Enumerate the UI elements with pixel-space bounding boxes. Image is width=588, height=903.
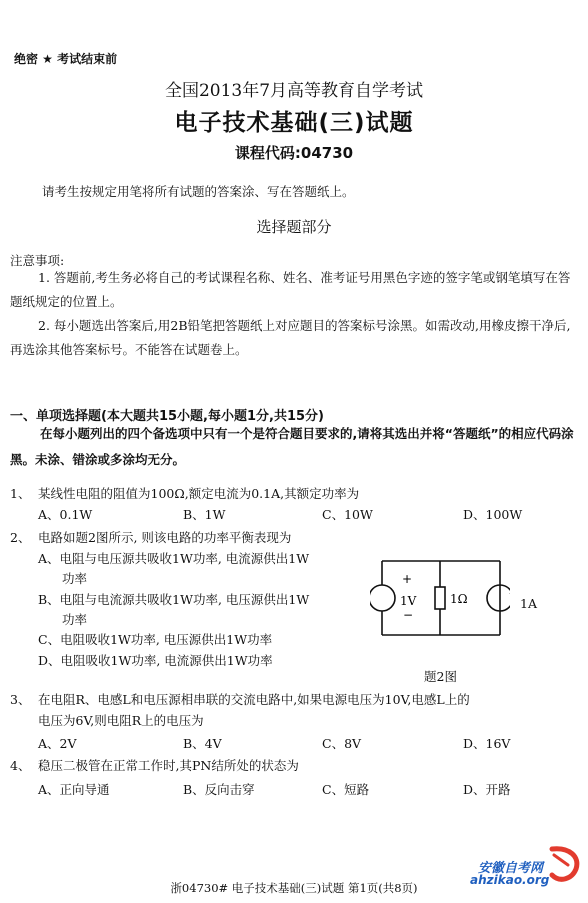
question-text: 电路如题2图所示, 则该电路的功率平衡表现为 (38, 530, 292, 545)
option-a: A、0.1W (38, 507, 93, 522)
option-c: C、8V (322, 736, 362, 751)
exam-title: 全国2013年7月高等教育自学考试 (164, 81, 424, 101)
option-d: D、电阻吸收1W功率, 电流源供出1W功率 (38, 653, 273, 668)
option-b: B、反向击穿 (183, 782, 255, 797)
current-label: 1A (520, 596, 537, 611)
option-c: C、短路 (322, 782, 370, 797)
subject-title: 电子技术基础(三)试题 (174, 110, 414, 136)
question-text: 某线性电阻的阻值为100Ω,额定电流为0.1A,其额定功率为 (38, 486, 360, 501)
option-d: D、开路 (463, 782, 511, 797)
figure-caption: 题2图 (424, 669, 457, 684)
notes-title: 注意事项: (10, 253, 65, 268)
voltage-label: 1V (400, 594, 417, 608)
question-number: 2、 (10, 530, 31, 545)
course-code: 课程代码:04730 (234, 144, 354, 162)
option-a-continued: 功率 (62, 571, 88, 586)
page-footer: 浙04730# 电子技术基础(三)试题 第1页(共8页) (170, 881, 418, 895)
resistance-label: 1Ω (450, 592, 468, 606)
resistor-symbol (435, 587, 445, 609)
option-d: D、16V (463, 736, 511, 751)
option-a: A、电阻与电压源共吸收1W功率, 电流源供出1W (38, 551, 310, 566)
option-c: C、10W (322, 507, 373, 522)
question-text-line-1: 在电阻R、电感L和电压源相串联的交流电路中,如果电源电压为10V,电感L上的 (38, 692, 470, 707)
part-instruction: 在每小题列出的四个备选项中只有一个是符合题目要求的,请将其选出并将“答题纸”的相应代码涂黑。未涂、错涂或多涂均无分。 (10, 426, 574, 467)
option-c: C、电阻吸收1W功率, 电压源供出1W功率 (38, 632, 273, 647)
question-text-line-2: 电压为6V,则电阻R上的电压为 (38, 713, 204, 728)
option-a: A、正向导通 (38, 782, 110, 797)
voltage-source-symbol (370, 585, 395, 611)
option-a: A、2V (38, 736, 77, 751)
current-source-symbol (487, 585, 510, 611)
confidential-mark: 绝密 ★ 考试结束前 (14, 52, 118, 66)
answer-instruction: 请考生按规定用笔将所有试题的答案涂、写在答题纸上。 (42, 184, 355, 199)
question-number: 1、 (10, 486, 31, 501)
question-number: 3、 (10, 692, 31, 707)
minus-sign: − (403, 608, 414, 622)
plus-sign: + (402, 572, 413, 586)
section-heading: 选择题部分 (256, 218, 332, 236)
note-item-2: 2. 每小题选出答案后,用2B铅笔把答题纸上对应题目的答案标号涂黑。如需改动,用橡皮擦干净后,再选涂其他答案标号。不能答在试题卷上。 (10, 318, 571, 357)
logo-text-cn: 安徽自考网 (478, 861, 544, 876)
option-d: D、100W (463, 507, 523, 522)
option-b: B、4V (183, 736, 222, 751)
logo-text-en: ahzikao.org (470, 873, 550, 887)
option-b-continued: 功率 (62, 612, 88, 627)
option-b: B、电阻与电流源共吸收1W功率, 电压源供出1W (38, 592, 310, 607)
question-number: 4、 (10, 758, 31, 773)
option-b: B、1W (183, 507, 226, 522)
part-title: 一、单项选择题(本大题共15小题,每小题1分,共15分) (10, 409, 324, 424)
circuit-diagram (370, 555, 510, 655)
question-text: 稳压二极管在正常工作时,其PN结所处的状态为 (38, 758, 299, 773)
note-item-1: 1. 答题前,考生务必将自己的考试课程名称、姓名、准考证号用黑色字迹的签字笔或钢笔填写在答题纸规定的位置上。 (10, 270, 571, 309)
